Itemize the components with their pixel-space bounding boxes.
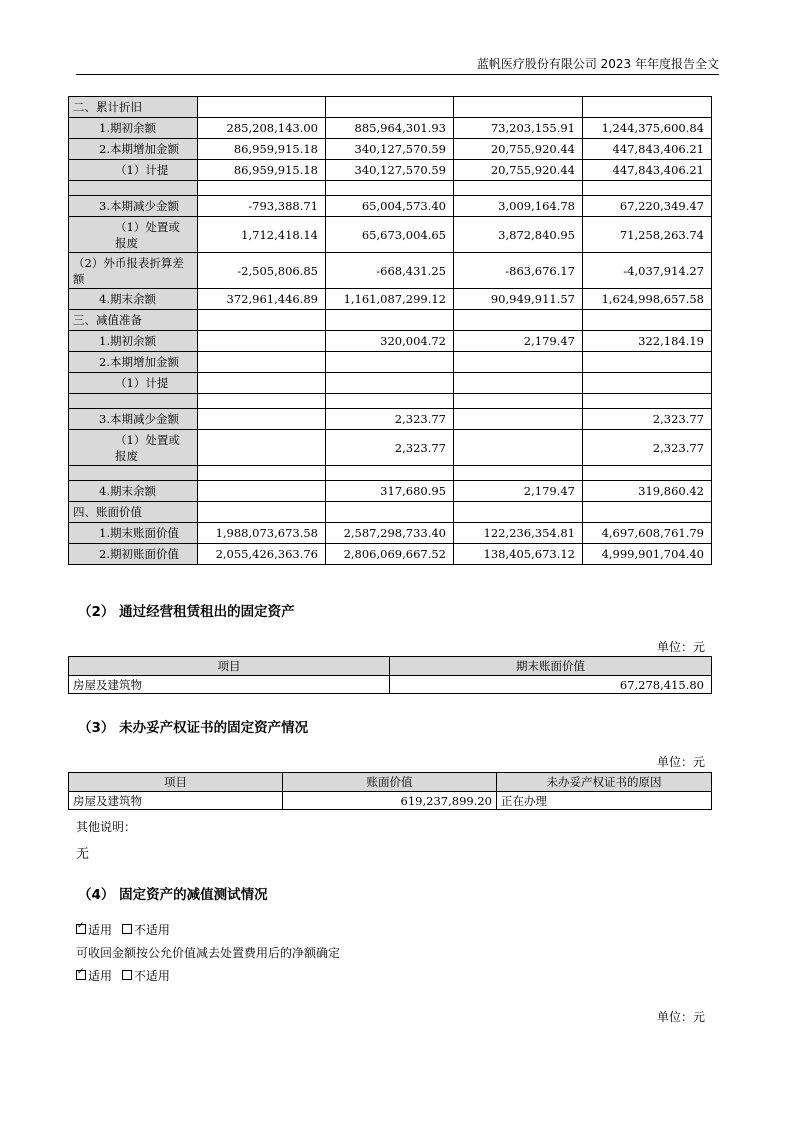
table-row (69, 481, 712, 502)
table-cell: 90,949,911.57 (454, 289, 583, 310)
table-row (69, 289, 712, 310)
applicability-row-2 (76, 967, 170, 984)
table-cell (583, 466, 712, 481)
table-cell (198, 310, 326, 331)
table-cell (326, 373, 454, 394)
column-header: 项目 (69, 657, 390, 676)
table-cell (583, 394, 712, 409)
measurement-basis-text: 可收回金额按公允价值减去处置费用后的净额确定 (76, 946, 341, 960)
applicable-label: 适用 (88, 969, 113, 983)
table-cell (198, 181, 326, 196)
table-cell (454, 394, 583, 409)
table-cell: 1,161,087,299.12 (326, 289, 454, 310)
table-cell (583, 310, 712, 331)
section-4-title: （4） 固定资产的减值测试情况 (78, 887, 268, 903)
table-row (69, 394, 712, 409)
section-3-unit: 单位：元 (657, 755, 706, 769)
section-2-unit: 单位：元 (657, 640, 706, 654)
row-label: 2.期初账面价值 (69, 544, 198, 565)
table-cell (198, 97, 326, 118)
row-label (69, 394, 198, 409)
row-label: （1）计提 (69, 373, 198, 394)
table-cell: 2,055,426,363.76 (198, 544, 326, 565)
row-label: 3.本期减少金额 (69, 409, 198, 430)
section-2-title: （2） 通过经营租赁租出的固定资产 (78, 604, 295, 620)
table-cell: 2,323.77 (326, 409, 454, 430)
table-row (69, 160, 712, 181)
table-cell: -793,388.71 (198, 196, 326, 217)
column-header: 项目 (69, 773, 283, 792)
checkbox-checked-icon[interactable] (76, 970, 86, 980)
applicability-row-1 (76, 921, 170, 938)
table-cell: 2,179.47 (454, 481, 583, 502)
table-row (69, 97, 712, 118)
table-cell: 房屋及建筑物 (69, 792, 283, 810)
table-cell: -863,676.17 (454, 253, 583, 289)
table-cell: 322,184.19 (583, 331, 712, 352)
table-cell (198, 373, 326, 394)
table-cell: 67,278,415.80 (390, 676, 712, 694)
table-cell: -4,037,914.27 (583, 253, 712, 289)
table-cell: -2,505,806.85 (198, 253, 326, 289)
table-row (69, 430, 712, 466)
table-cell: 2,179.47 (454, 331, 583, 352)
table-cell (198, 409, 326, 430)
table-cell: 1,988,073,673.58 (198, 523, 326, 544)
row-label: 2.本期增加金额 (69, 352, 198, 373)
checkbox-checked-icon[interactable] (76, 924, 86, 934)
table-cell (198, 331, 326, 352)
table-cell: 2,323.77 (326, 430, 454, 466)
table-cell: 319,860.42 (583, 481, 712, 502)
table-cell (198, 352, 326, 373)
not-applicable-label: 不适用 (133, 923, 170, 937)
table-cell: 619,237,899.20 (283, 792, 497, 810)
page-header (76, 57, 719, 75)
table-cell: 67,220,349.47 (583, 196, 712, 217)
table-cell: 372,961,446.89 (198, 289, 326, 310)
row-label: （1）处置或报废 (69, 217, 198, 253)
table-row (69, 792, 712, 810)
table-cell: 20,755,920.44 (454, 160, 583, 181)
row-label (69, 181, 198, 196)
row-label: 1.期初余额 (69, 331, 198, 352)
table-cell (326, 310, 454, 331)
row-label: （1）计提 (69, 160, 198, 181)
table-cell: 65,004,573.40 (326, 196, 454, 217)
table-cell: 71,258,263.74 (583, 217, 712, 253)
other-notes-label: 其他说明： (76, 820, 137, 834)
table-cell: -668,431.25 (326, 253, 454, 289)
table-cell: 1,624,998,657.58 (583, 289, 712, 310)
applicable-label: 适用 (88, 923, 113, 937)
header-title: 蓝帆医疗股份有限公司 2023 年年度报告全文 (476, 57, 719, 71)
not-applicable-label: 不适用 (133, 969, 170, 983)
row-label: 二、累计折旧 (69, 97, 198, 118)
row-label: 四、账面价值 (69, 502, 198, 523)
table-cell (198, 481, 326, 502)
table-cell: 285,208,143.00 (198, 118, 326, 139)
table-cell: 3,009,164.78 (454, 196, 583, 217)
column-header: 账面价值 (283, 773, 497, 792)
table-cell (198, 430, 326, 466)
table-cell: 2,806,069,667.52 (326, 544, 454, 565)
depreciation-table (68, 96, 712, 565)
table-cell: 447,843,406.21 (583, 160, 712, 181)
row-label: 3.本期减少金额 (69, 196, 198, 217)
table-cell: 885,964,301.93 (326, 118, 454, 139)
row-label: 1.期初余额 (69, 118, 198, 139)
row-label: （2）外币报表折算差额 (69, 253, 198, 289)
table-cell: 73,203,155.91 (454, 118, 583, 139)
table-cell (454, 502, 583, 523)
table-row (69, 409, 712, 430)
row-label: 1.期末账面价值 (69, 523, 198, 544)
table-cell: 20,755,920.44 (454, 139, 583, 160)
row-label: 4.期末余额 (69, 289, 198, 310)
table-row (69, 544, 712, 565)
table-cell (326, 352, 454, 373)
table-cell: 2,323.77 (583, 430, 712, 466)
table-cell: 86,959,915.18 (198, 139, 326, 160)
table-row (69, 181, 712, 196)
checkbox-unchecked-icon[interactable] (122, 924, 132, 934)
table-cell: 65,673,004.65 (326, 217, 454, 253)
table-cell (326, 97, 454, 118)
table-cell: 317,680.95 (326, 481, 454, 502)
table-cell (454, 466, 583, 481)
table-row (69, 523, 712, 544)
table-cell: 房屋及建筑物 (69, 676, 390, 694)
table-cell: 2,587,298,733.40 (326, 523, 454, 544)
table-cell (583, 373, 712, 394)
table-cell: 340,127,570.59 (326, 160, 454, 181)
table-cell (454, 409, 583, 430)
table-cell: 340,127,570.59 (326, 139, 454, 160)
table-cell: 1,244,375,600.84 (583, 118, 712, 139)
table-cell: 4,999,901,704.40 (583, 544, 712, 565)
section-4-unit: 单位：元 (657, 1010, 706, 1024)
table-cell: 3,872,840.95 (454, 217, 583, 253)
table-cell (454, 97, 583, 118)
table-cell (326, 181, 454, 196)
table-cell (454, 373, 583, 394)
table-row (69, 502, 712, 523)
table-cell (454, 430, 583, 466)
table-row (69, 253, 712, 289)
other-notes-value: 无 (76, 847, 90, 862)
table-cell (454, 181, 583, 196)
table-cell (454, 310, 583, 331)
table-cell (583, 181, 712, 196)
table-row (69, 118, 712, 139)
table-row (69, 196, 712, 217)
table-row (69, 352, 712, 373)
table-row (69, 139, 712, 160)
table-row (69, 676, 712, 694)
section-3-title: （3） 未办妥产权证书的固定资产情况 (78, 720, 309, 736)
table-cell (583, 97, 712, 118)
table-cell: 4,697,608,761.79 (583, 523, 712, 544)
table-cell (198, 502, 326, 523)
table-cell (326, 466, 454, 481)
table-cell: 2,323.77 (583, 409, 712, 430)
column-header: 期末账面价值 (390, 657, 712, 676)
table-cell: 86,959,915.18 (198, 160, 326, 181)
table-cell (454, 352, 583, 373)
row-label: 三、减值准备 (69, 310, 198, 331)
table-cell (198, 466, 326, 481)
table-row (69, 310, 712, 331)
table-cell: 正在办理 (497, 792, 712, 810)
table-cell: 138,405,673.12 (454, 544, 583, 565)
row-label: 4.期末余额 (69, 481, 198, 502)
table-cell (198, 394, 326, 409)
leased-assets-table (68, 656, 712, 694)
row-label: （1）处置或报废 (69, 430, 198, 466)
table-cell (583, 502, 712, 523)
row-label: 2.本期增加金额 (69, 139, 198, 160)
table-cell (326, 502, 454, 523)
table-cell (326, 394, 454, 409)
table-row (69, 373, 712, 394)
uncertified-assets-table (68, 772, 712, 810)
table-row (69, 466, 712, 481)
table-cell: 447,843,406.21 (583, 139, 712, 160)
table-row (69, 331, 712, 352)
column-header: 未办妥产权证书的原因 (497, 773, 712, 792)
table-cell: 1,712,418.14 (198, 217, 326, 253)
checkbox-unchecked-icon[interactable] (122, 970, 132, 980)
table-row (69, 217, 712, 253)
table-cell: 122,236,354.81 (454, 523, 583, 544)
table-cell: 320,004.72 (326, 331, 454, 352)
table-cell (583, 352, 712, 373)
row-label (69, 466, 198, 481)
